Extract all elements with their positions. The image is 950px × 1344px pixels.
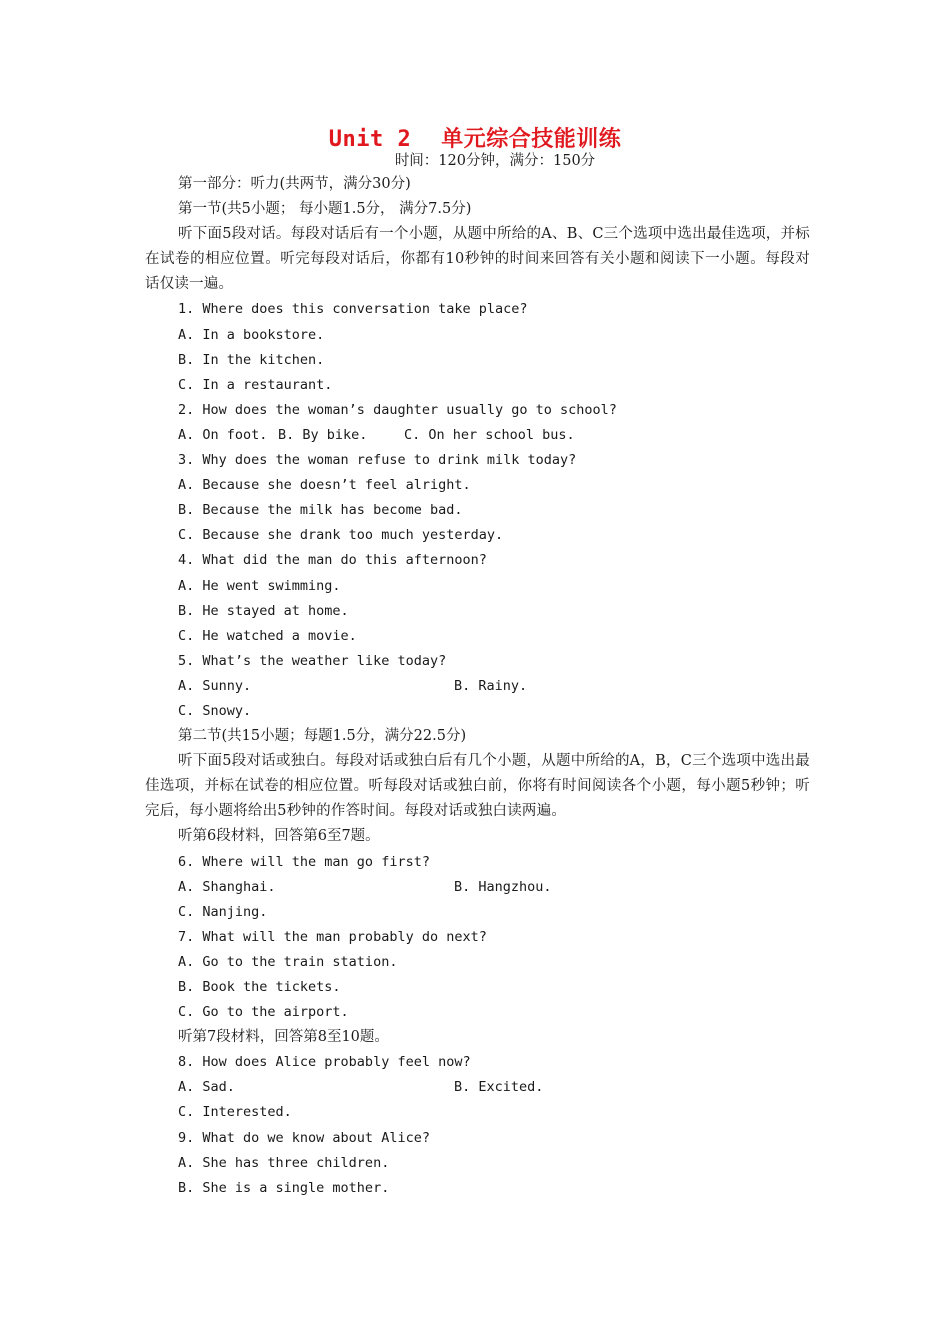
question-stem: 2. How does the woman’s daughter usually go to school? [178,401,617,418]
question-stem: 6. Where will the man go first? [178,853,430,870]
unit-name: 单元综合技能训练 [441,127,622,152]
option-a: A. Shanghai. [178,878,276,895]
section2-instructions: 听下面5段对话或独白。每段对话或独白后有几个小题，从题中所给的A，B，C三个选项中选出最佳选项，并标在试卷的相应位置。听每段对话或独白前，你将有时间阅读各个小题，每小题5秒钟；听完后，每小题将给出5秒钟的作答时间。每段对话或独白读两遍。 [145,753,810,820]
question-stem: 7. What will the man probably do next? [178,928,487,945]
option-c: C. Interested. [178,1104,292,1121]
option-a: A. Because she doesn’t feel alright. [178,477,471,494]
option-c: C. In a restaurant. [178,376,333,393]
material-6-note: 听第6段材料，回答第6至7题。 [178,828,380,845]
options-row [145,1075,810,1100]
options-row [145,674,810,699]
unit-label: Unit 2 [328,127,412,152]
option-b: B. Rainy. [454,677,528,694]
question-stem: 8. How does Alice probably feel now? [178,1054,471,1071]
options-row [145,875,810,900]
option-c: C. Snowy. [178,702,252,719]
exam-content [145,172,810,1201]
material-7-note: 听第7段材料，回答第8至10题。 [178,1029,389,1046]
part1-heading: 第一部分：听力(共两节，满分30分) [178,176,411,192]
option-b: B. Excited. [454,1079,544,1096]
option-b: B. She is a single mother. [178,1179,390,1196]
options-row [145,423,810,448]
option-c: C. On her school bus. [404,426,575,443]
section2-heading: 第二节(共15小题；每题1.5分，满分22.5分) [178,728,467,745]
option-b: B. In the kitchen. [178,351,325,368]
option-a: A. Sad. [178,1079,235,1096]
option-b: B. Hangzhou. [454,878,552,895]
option-c: C. Nanjing. [178,903,268,920]
option-a: A. He went swimming. [178,577,341,594]
option-a: A. Sunny. [178,677,252,694]
option-b: B. Because the milk has become bad. [178,502,463,519]
option-a: A. On foot. [178,426,268,443]
option-a: A. In a bookstore. [178,326,325,343]
option-b: B. Book the tickets. [178,979,341,995]
option-b: B. By bike. [278,426,368,443]
question-stem: 1. Where does this conversation take place? [178,301,528,318]
option-b: B. He stayed at home. [178,602,349,619]
question-stem: 5. What’s the weather like today? [178,652,447,669]
question-stem: 9. What do we know about Alice? [178,1129,430,1146]
option-c: C. He watched a movie. [178,627,357,644]
section1-instructions: 听下面5段对话。每段对话后有一个小题，从题中所给的A、B、C三个选项中选出最佳选项，并标在试卷的相应位置。听完每段对话后，你都有10秒钟的时间来回答有关小题和阅读下一小题。每段对话仅读一遍。 [145,226,810,293]
option-a: A. She has three children. [178,1154,390,1171]
option-c: C. Go to the airport. [178,1004,349,1021]
question-stem: 4. What did the man do this afternoon? [178,552,487,569]
section1-heading: 第一节(共5小题； 每小题1.5分， 满分7.5分) [178,201,472,218]
option-c: C. Because she drank too much yesterday. [178,527,504,544]
option-a: A. Go to the train station. [178,953,398,970]
question-stem: 3. Why does the woman refuse to drink milk today? [178,452,577,469]
exam-time-score: 时间：120分钟，满分：150分 [394,153,596,169]
